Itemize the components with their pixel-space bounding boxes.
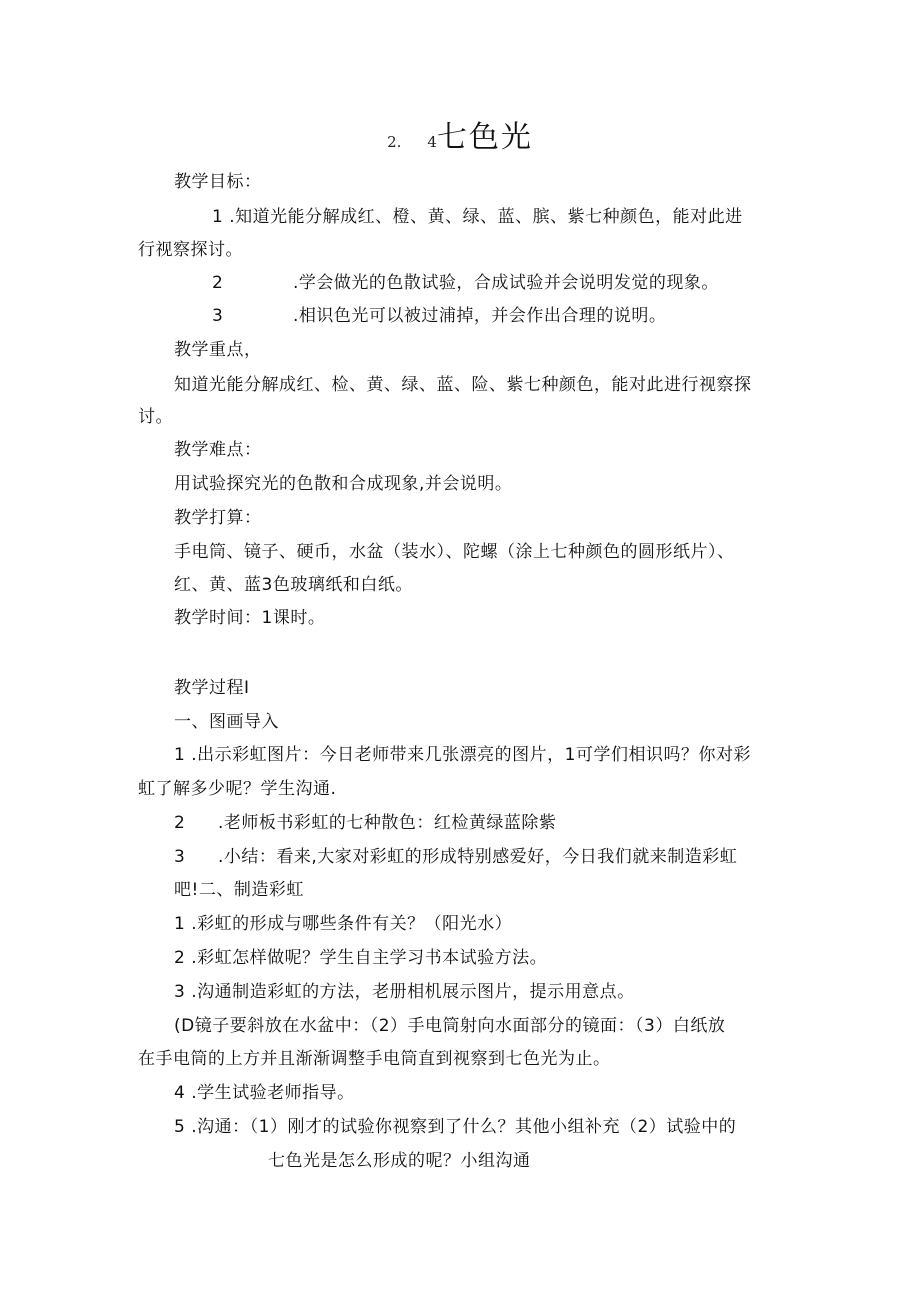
difficulties-line-1: 用试验探究光的色散和合成现象,并会说明。 (174, 474, 513, 494)
section-1-item-3-line-2: 吧!二、制造彩虹 (174, 880, 304, 900)
section-2-item-5-line-1: 5 .沟通：（1）刚才的试验你视察到了什么？其他小组补充（2）试验中的 (174, 1117, 737, 1137)
objective-item-1-line-2: 行视察探讨。 (138, 240, 243, 260)
key-points-line-1: 知道光能分解成红、检、黄、绿、蓝、险、紫七种颜色，能对此进行视察探 (174, 375, 752, 395)
preparation-line-1: 手电筒、镜子、硬币，水盆（装水）、陀螺（涂上七种颜色的圆形纸片）、 (174, 542, 735, 562)
section-2-note-line-1: (D镜子要斜放在水盆中：（2）手电筒射向水面部分的镜面：（3）白纸放 (174, 1016, 726, 1036)
objective-item-2-text: .学会做光的色散试验，合成试验并会说明发觉的现象。 (293, 273, 719, 293)
section-1-heading: 一、图画导入 (174, 712, 279, 732)
section-1-item-2-number: 2 (174, 813, 186, 833)
teaching-time: 教学时间：1课时。 (174, 608, 326, 628)
section-2-item-1: 1 .彩虹的形成与哪些条件有关？（阳光水） (174, 914, 513, 934)
section-1-item-1-line-2: 虹了解多少呢？学生沟通. (138, 779, 337, 799)
objective-item-3-text: .相识色光可以被过浦掉，并会作出合理的说明。 (293, 306, 667, 326)
objectives-heading: 教学目标： (174, 172, 262, 192)
preparation-heading: 教学打算： (174, 508, 262, 528)
objective-item-3-number: 3 (212, 306, 224, 326)
title-text: 七色光 (436, 120, 533, 155)
title-number-b: 4 (427, 133, 437, 151)
section-2-note-line-2: 在手电筒的上方并且渐渐调整手电筒直到视察到七色光为止。 (138, 1049, 611, 1069)
section-1-item-1-line-1: 1 .出示彩虹图片：今日老师带来几张漂亮的图片，1可学们相识吗？你对彩 (174, 745, 751, 765)
section-1-item-2-text: .老师板书彩虹的七种散色：红检黄绿蓝除紫 (218, 813, 557, 833)
section-2-item-5-line-2: 七色光是怎么形成的呢？小组沟通 (268, 1151, 531, 1171)
section-2-item-2: 2 .彩虹怎样做呢？学生自主学习书本试验方法。 (174, 948, 548, 968)
difficulties-heading: 教学难点： (174, 440, 262, 460)
process-heading: 教学过程I (174, 678, 250, 698)
objective-item-2-number: 2 (212, 273, 224, 293)
section-1-item-3-text: .小结：看来,大家对彩虹的形成特别感爱好，今日我们就来制造彩虹 (218, 847, 738, 867)
section-1-item-3-number: 3 (174, 847, 186, 867)
section-2-item-3: 3 .沟通制造彩虹的方法，老册相机展示图片，提示用意点。 (174, 982, 635, 1002)
section-2-item-4: 4 .学生试验老师指导。 (174, 1083, 355, 1103)
objective-item-1-line-1: 1 .知道光能分解成红、橙、黄、绿、蓝、膑、紫七种颜色，能对此进 (212, 207, 743, 227)
key-points-line-2: 讨。 (138, 407, 173, 427)
key-points-heading: 教学重点， (174, 340, 262, 360)
title-number-a: 2. (387, 133, 402, 151)
preparation-line-2: 红、黄、蓝3色玻璃纸和白纸。 (174, 575, 413, 595)
document-title (0, 112, 920, 156)
